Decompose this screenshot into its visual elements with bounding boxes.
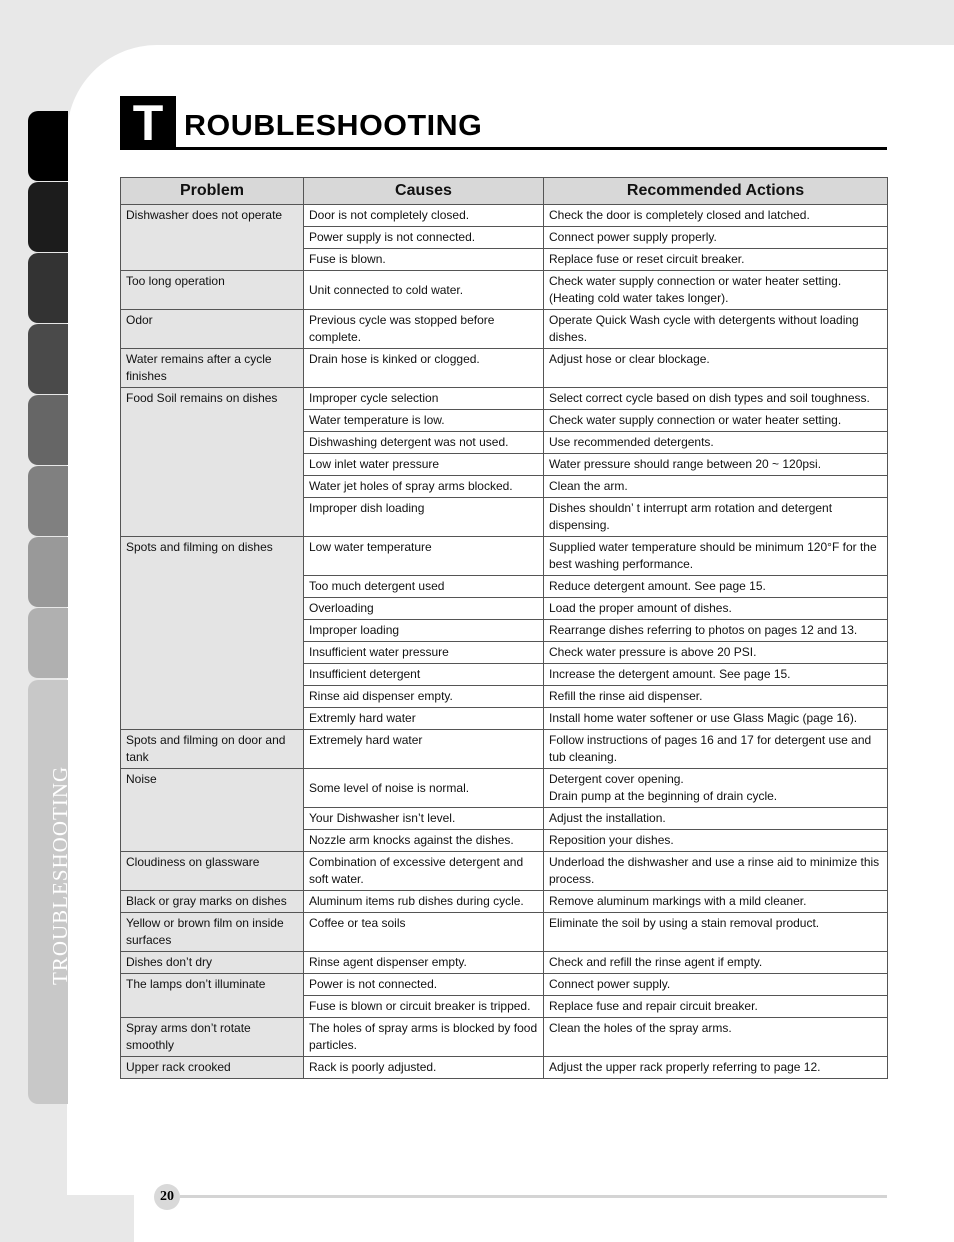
action-cell: Rearrange dishes referring to photos on pages 12 and 13.	[544, 620, 888, 642]
action-cell: Adjust hose or clear blockage.	[544, 349, 888, 388]
table-row	[121, 852, 888, 891]
header-recommended-actions: Recommended Actions	[544, 178, 888, 205]
title-initial: T	[120, 96, 176, 150]
bottom-strip	[67, 1195, 134, 1242]
table-row	[121, 1018, 888, 1057]
action-cell: Reduce detergent amount. See page 15.	[544, 576, 888, 598]
cause-cell: Overloading	[304, 598, 544, 620]
action-cell: Connect power supply.	[544, 974, 888, 996]
header-problem: Problem	[121, 178, 304, 205]
table-row	[121, 205, 888, 227]
cause-cell: Your Dishwasher isn’t level.	[304, 808, 544, 830]
table-body	[121, 205, 888, 1079]
cause-cell: Rinse aid dispenser empty.	[304, 686, 544, 708]
cause-cell: Coffee or tea soils	[304, 913, 544, 952]
action-cell: Connect power supply properly.	[544, 227, 888, 249]
action-cell: Clean the arm.	[544, 476, 888, 498]
cause-cell: Rack is poorly adjusted.	[304, 1057, 544, 1079]
table-row	[121, 952, 888, 974]
problem-cell: Too long operation	[121, 271, 304, 310]
cause-cell: Fuse is blown.	[304, 249, 544, 271]
action-cell: Adjust the upper rack properly referring to page 12.	[544, 1057, 888, 1079]
table-row	[121, 891, 888, 913]
cause-cell: Power supply is not connected.	[304, 227, 544, 249]
cause-cell: Power is not connected.	[304, 974, 544, 996]
action-cell: Remove aluminum markings with a mild cleaner.	[544, 891, 888, 913]
cause-cell: Too much detergent used	[304, 576, 544, 598]
problem-cell: Spots and filming on door and tank	[121, 730, 304, 769]
problem-cell: Upper rack crooked	[121, 1057, 304, 1079]
cause-cell: Water temperature is low.	[304, 410, 544, 432]
action-cell: Check water supply connection or water heater setting. (Heating cold water takes longer).	[544, 271, 888, 310]
table-row	[121, 974, 888, 996]
page-title: ROUBLESHOOTING	[184, 110, 483, 142]
footer-rule	[180, 1195, 887, 1198]
action-cell: Clean the holes of the spray arms.	[544, 1018, 888, 1057]
action-cell: Water pressure should range between 20 ~ 120psi.	[544, 454, 888, 476]
problem-cell: Dishes don’t dry	[121, 952, 304, 974]
cause-cell: Nozzle arm knocks against the dishes.	[304, 830, 544, 852]
side-tab-label: TROUBLESHOOTING	[48, 765, 72, 985]
cause-cell: Fuse is blown or circuit breaker is tripped.	[304, 996, 544, 1018]
action-cell: Check water pressure is above 20 PSI.	[544, 642, 888, 664]
side-tab-7[interactable]	[28, 537, 68, 607]
cause-cell: Low water temperature	[304, 537, 544, 576]
action-cell: Load the proper amount of dishes.	[544, 598, 888, 620]
table-row	[121, 537, 888, 576]
action-cell: Eliminate the soil by using a stain removal product.	[544, 913, 888, 952]
side-tab-3[interactable]	[28, 253, 68, 323]
cause-cell: Combination of excessive detergent and soft water.	[304, 852, 544, 891]
table-row	[121, 1057, 888, 1079]
action-cell: Underload the dishwasher and use a rinse aid to minimize this process.	[544, 852, 888, 891]
side-tab-4[interactable]	[28, 324, 68, 394]
cause-cell: Dishwashing detergent was not used.	[304, 432, 544, 454]
cause-cell: Extremely hard water	[304, 730, 544, 769]
problem-cell: Noise	[121, 769, 304, 852]
title-underline	[176, 147, 887, 150]
side-tab-6[interactable]	[28, 466, 68, 536]
action-cell: Install home water softener or use Glass Magic (page 16).	[544, 708, 888, 730]
action-cell: Increase the detergent amount. See page 15.	[544, 664, 888, 686]
table-header-row	[121, 178, 888, 205]
cause-cell: Drain hose is kinked or clogged.	[304, 349, 544, 388]
cause-cell: Aluminum items rub dishes during cycle.	[304, 891, 544, 913]
action-cell: Operate Quick Wash cycle with detergents without loading dishes.	[544, 310, 888, 349]
problem-cell: Spots and filming on dishes	[121, 537, 304, 730]
side-tab-2[interactable]	[28, 182, 68, 252]
action-cell: Follow instructions of pages 16 and 17 for detergent use and tub cleaning.	[544, 730, 888, 769]
table-row	[121, 388, 888, 410]
problem-cell: Black or gray marks on dishes	[121, 891, 304, 913]
problem-cell: Spray arms don’t rotate smoothly	[121, 1018, 304, 1057]
cause-cell: Some level of noise is normal.	[304, 769, 544, 808]
header-causes: Causes	[304, 178, 544, 205]
problem-cell: Dishwasher does not operate	[121, 205, 304, 271]
troubleshooting-table	[120, 177, 888, 1079]
cause-cell: Insufficient water pressure	[304, 642, 544, 664]
cause-cell: Improper dish loading	[304, 498, 544, 537]
problem-cell: Yellow or brown film on inside surfaces	[121, 913, 304, 952]
cause-cell: Low inlet water pressure	[304, 454, 544, 476]
action-cell: Refill the rinse aid dispenser.	[544, 686, 888, 708]
cause-cell: Previous cycle was stopped before complete.	[304, 310, 544, 349]
cause-cell: Unit connected to cold water.	[304, 271, 544, 310]
cause-cell: Water jet holes of spray arms blocked.	[304, 476, 544, 498]
table-row	[121, 769, 888, 808]
problem-cell: The lamps don’t illuminate	[121, 974, 304, 1018]
problem-cell: Cloudiness on glassware	[121, 852, 304, 891]
action-cell: Adjust the installation.	[544, 808, 888, 830]
problem-cell: Odor	[121, 310, 304, 349]
table-row	[121, 349, 888, 388]
table-row	[121, 271, 888, 310]
table-row	[121, 913, 888, 952]
page-number: 20	[154, 1184, 180, 1210]
action-cell: Check and refill the rinse agent if empty.	[544, 952, 888, 974]
problem-cell: Food Soil remains on dishes	[121, 388, 304, 537]
side-tab-1[interactable]	[28, 111, 68, 181]
action-cell: Dishes shouldn’ t interrupt arm rotation and detergent dispensing.	[544, 498, 888, 537]
action-cell: Detergent cover opening. Drain pump at the beginning of drain cycle.	[544, 769, 888, 808]
table-row	[121, 310, 888, 349]
table-row	[121, 730, 888, 769]
cause-cell: Improper cycle selection	[304, 388, 544, 410]
action-cell: Select correct cycle based on dish types and soil toughness.	[544, 388, 888, 410]
cause-cell: Improper loading	[304, 620, 544, 642]
action-cell: Check water supply connection or water heater setting.	[544, 410, 888, 432]
action-cell: Use recommended detergents.	[544, 432, 888, 454]
action-cell: Reposition your dishes.	[544, 830, 888, 852]
side-tab-5[interactable]	[28, 395, 68, 465]
action-cell: Replace fuse and repair circuit breaker.	[544, 996, 888, 1018]
problem-cell: Water remains after a cycle finishes	[121, 349, 304, 388]
action-cell: Replace fuse or reset circuit breaker.	[544, 249, 888, 271]
cause-cell: Extremly hard water	[304, 708, 544, 730]
cause-cell: Door is not completely closed.	[304, 205, 544, 227]
cause-cell: Insufficient detergent	[304, 664, 544, 686]
cause-cell: The holes of spray arms is blocked by food particles.	[304, 1018, 544, 1057]
cause-cell: Rinse agent dispenser empty.	[304, 952, 544, 974]
action-cell: Check the door is completely closed and latched.	[544, 205, 888, 227]
side-tab-8[interactable]	[28, 608, 68, 678]
action-cell: Supplied water temperature should be minimum 120°F for the best washing performance.	[544, 537, 888, 576]
